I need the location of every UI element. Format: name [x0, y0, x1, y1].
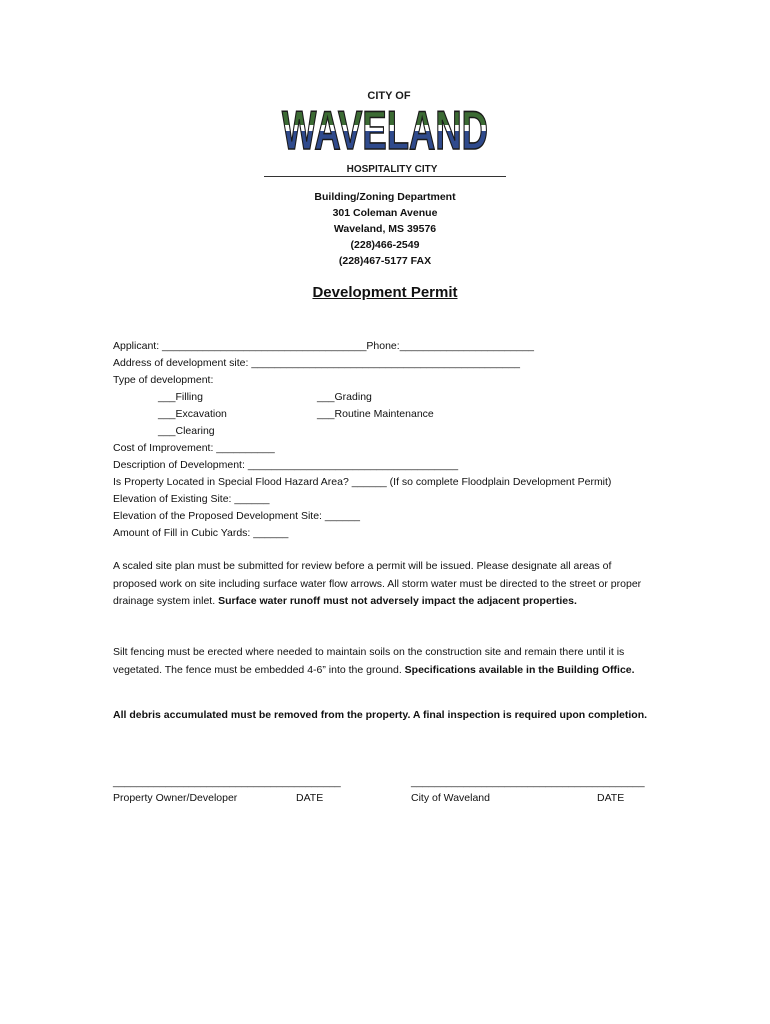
logo-divider [264, 176, 506, 177]
option-excavation[interactable]: ___Excavation [158, 408, 227, 420]
description-field[interactable]: Description of Development: ____________________________________ [113, 459, 459, 471]
address-field[interactable]: Address of development site: ______________________________________________ [113, 357, 520, 369]
fill-amount-field[interactable]: Amount of Fill in Cubic Yards: ______ [113, 527, 289, 539]
option-clearing[interactable]: ___Clearing [158, 425, 215, 437]
department-name: Building/Zoning Department [314, 191, 456, 203]
owner-signature-label: Property Owner/Developer [113, 792, 238, 804]
silt-fencing-paragraph [113, 644, 658, 679]
debris-bold-text: All debris accumulated must be removed from the property. A final inspection is required upon completion. [113, 709, 648, 721]
waveland-wordmark-logo [280, 99, 490, 161]
department-city: Waveland, MS 39576 [333, 223, 437, 235]
logo-city-of: CITY OF [367, 90, 411, 102]
city-signature-line[interactable]: ________________________________________ [411, 776, 645, 788]
flood-hazard-field[interactable]: Is Property Located in Special Flood Hazard Area? ______ (If so complete Floodplain Development Permit) [113, 476, 612, 488]
elevation-existing-field[interactable]: Elevation of Existing Site: ______ [113, 493, 270, 505]
logo-tagline: HOSPITALITY CITY [346, 164, 438, 175]
site-plan-bold-text: Surface water runoff must not adversely impact the adjacent properties. [218, 595, 577, 607]
elevation-proposed-field[interactable]: Elevation of the Proposed Development Site: ______ [113, 510, 360, 522]
site-plan-text: A scaled site plan must be submitted for review before a permit will be issued. Please designate all areas of proposed work on site including surface water flow arrows. All storm water must be directed to the street or proper drainage system inlet. [113, 560, 642, 607]
department-fax: (228)467-5177 FAX [338, 255, 432, 267]
cost-field[interactable]: Cost of Improvement: __________ [113, 442, 275, 454]
city-date-label: DATE [597, 792, 625, 804]
site-plan-paragraph [113, 558, 658, 611]
department-phone: (228)466-2549 [350, 239, 420, 251]
department-info [0, 189, 770, 269]
svg-text:WAVELAND: WAVELAND [282, 99, 488, 161]
owner-date-label: DATE [296, 792, 324, 804]
option-filling[interactable]: ___Filling [158, 391, 203, 403]
type-label: Type of development: [113, 374, 214, 386]
silt-fencing-text: Silt fencing must be erected where needed to maintain soils on the construction site and remain there until it is vegetated. The fence must be embedded 4-6” into the ground. [113, 646, 625, 676]
silt-fencing-bold-text: Specifications available in the Building Office. [404, 663, 635, 676]
page-title: Development Permit [312, 284, 458, 301]
debris-paragraph [113, 707, 658, 725]
option-routine-maintenance[interactable]: ___Routine Maintenance [317, 408, 434, 420]
owner-signature-line[interactable]: _______________________________________ [113, 776, 341, 788]
applicant-field[interactable]: Applicant: ___________________________________Phone:_______________________ [113, 340, 535, 352]
department-street: 301 Coleman Avenue [332, 207, 438, 219]
city-logo [264, 90, 506, 182]
city-signature-label: City of Waveland [411, 792, 490, 804]
option-grading[interactable]: ___Grading [317, 391, 372, 403]
